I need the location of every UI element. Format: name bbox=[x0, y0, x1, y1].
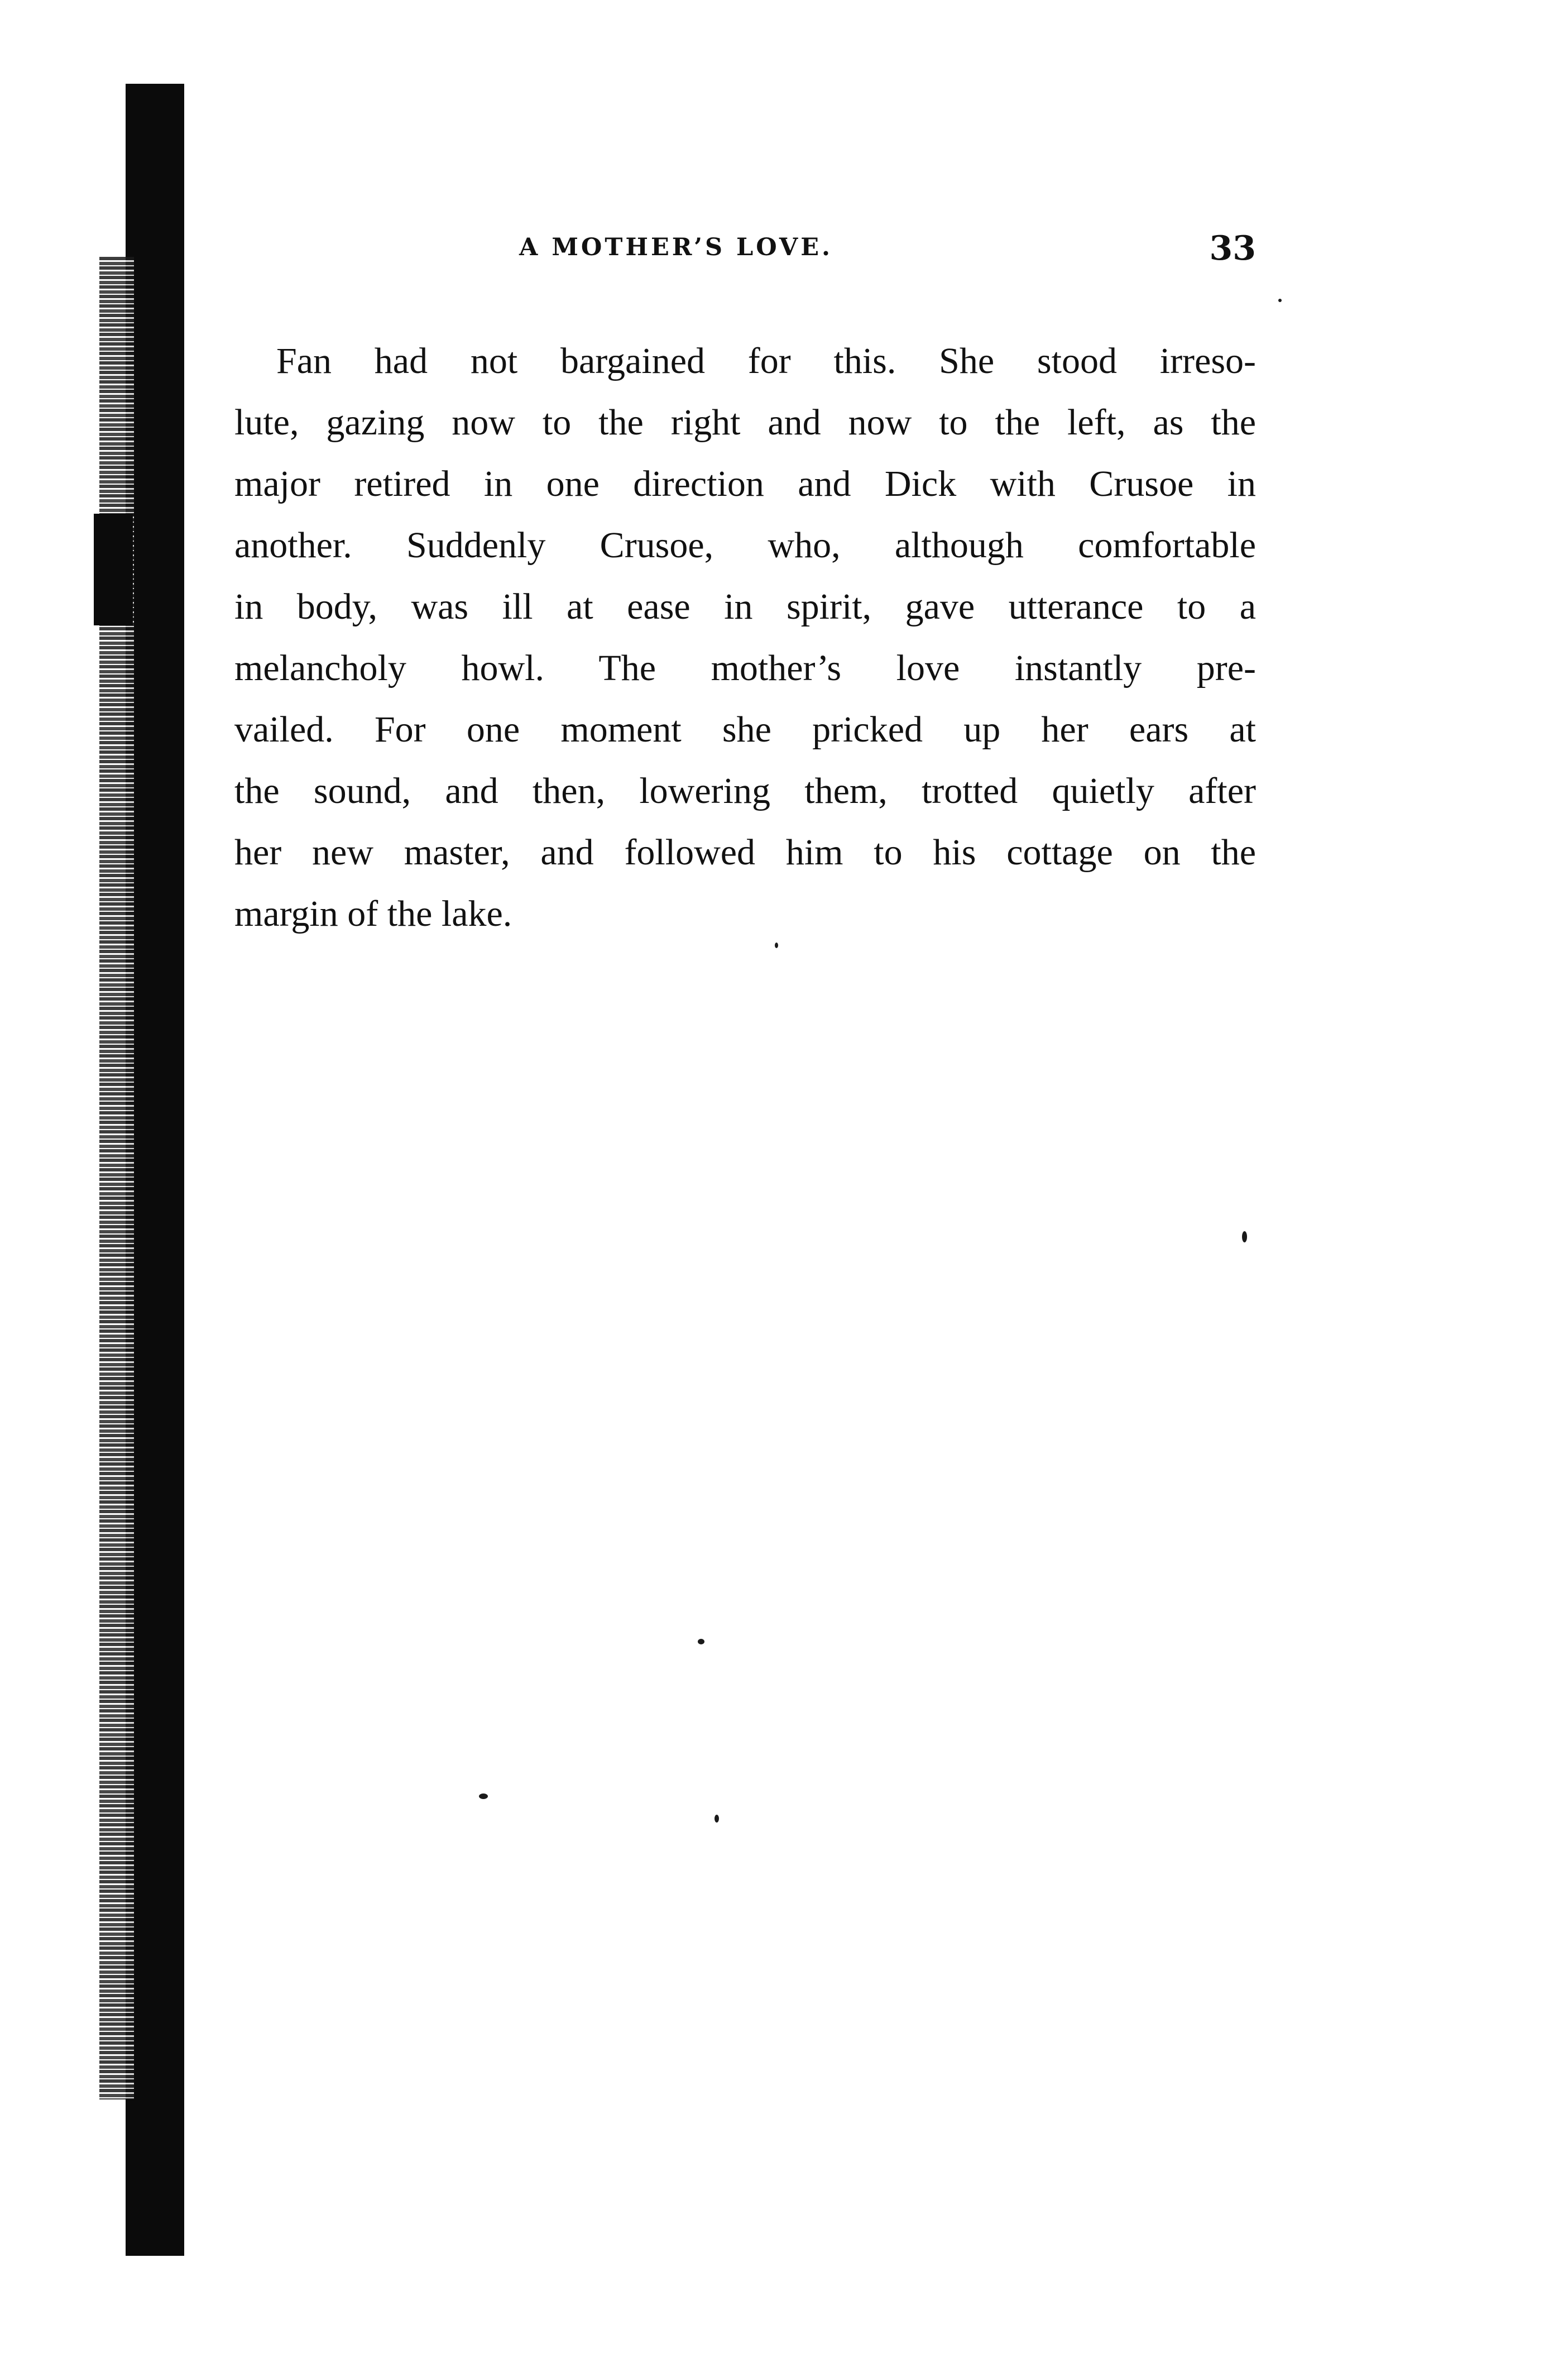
page-number: 33 bbox=[1209, 229, 1256, 268]
paragraph bbox=[234, 331, 1256, 945]
scan-speck bbox=[1278, 299, 1282, 302]
text-line: major retired in one direction and Dick with Crusoe in bbox=[234, 463, 1256, 504]
text-line: another. Suddenly Crusoe, who, although comfortable bbox=[234, 525, 1256, 566]
scan-speck bbox=[715, 1815, 719, 1823]
scan-speck bbox=[698, 1639, 704, 1644]
text-line: in body, was ill at ease in spirit, gave utterance to a bbox=[234, 586, 1256, 627]
text-line: melancholy howl. The mother’s love instantly pre- bbox=[234, 648, 1256, 688]
text-line: the sound, and then, lowering them, trotted quietly after bbox=[234, 771, 1256, 811]
scan-speck bbox=[1242, 1231, 1247, 1242]
running-head bbox=[234, 229, 1256, 272]
text-line: lute, gazing now to the right and now to the left, as the bbox=[234, 402, 1256, 443]
scan-speck bbox=[775, 943, 778, 948]
binding-notch bbox=[94, 514, 133, 625]
text-line: margin of the lake. bbox=[234, 893, 512, 934]
running-title: A MOTHER’S LOVE. bbox=[519, 233, 833, 261]
text-line: Fan had not bargained for this. She stood irreso- bbox=[276, 341, 1256, 381]
text-line: her new master, and followed him to his cottage on the bbox=[234, 832, 1256, 873]
binding-shadow bbox=[126, 84, 184, 2256]
scan-speck bbox=[479, 1793, 488, 1799]
text-line: vailed. For one moment she pricked up her ears at bbox=[234, 709, 1256, 750]
